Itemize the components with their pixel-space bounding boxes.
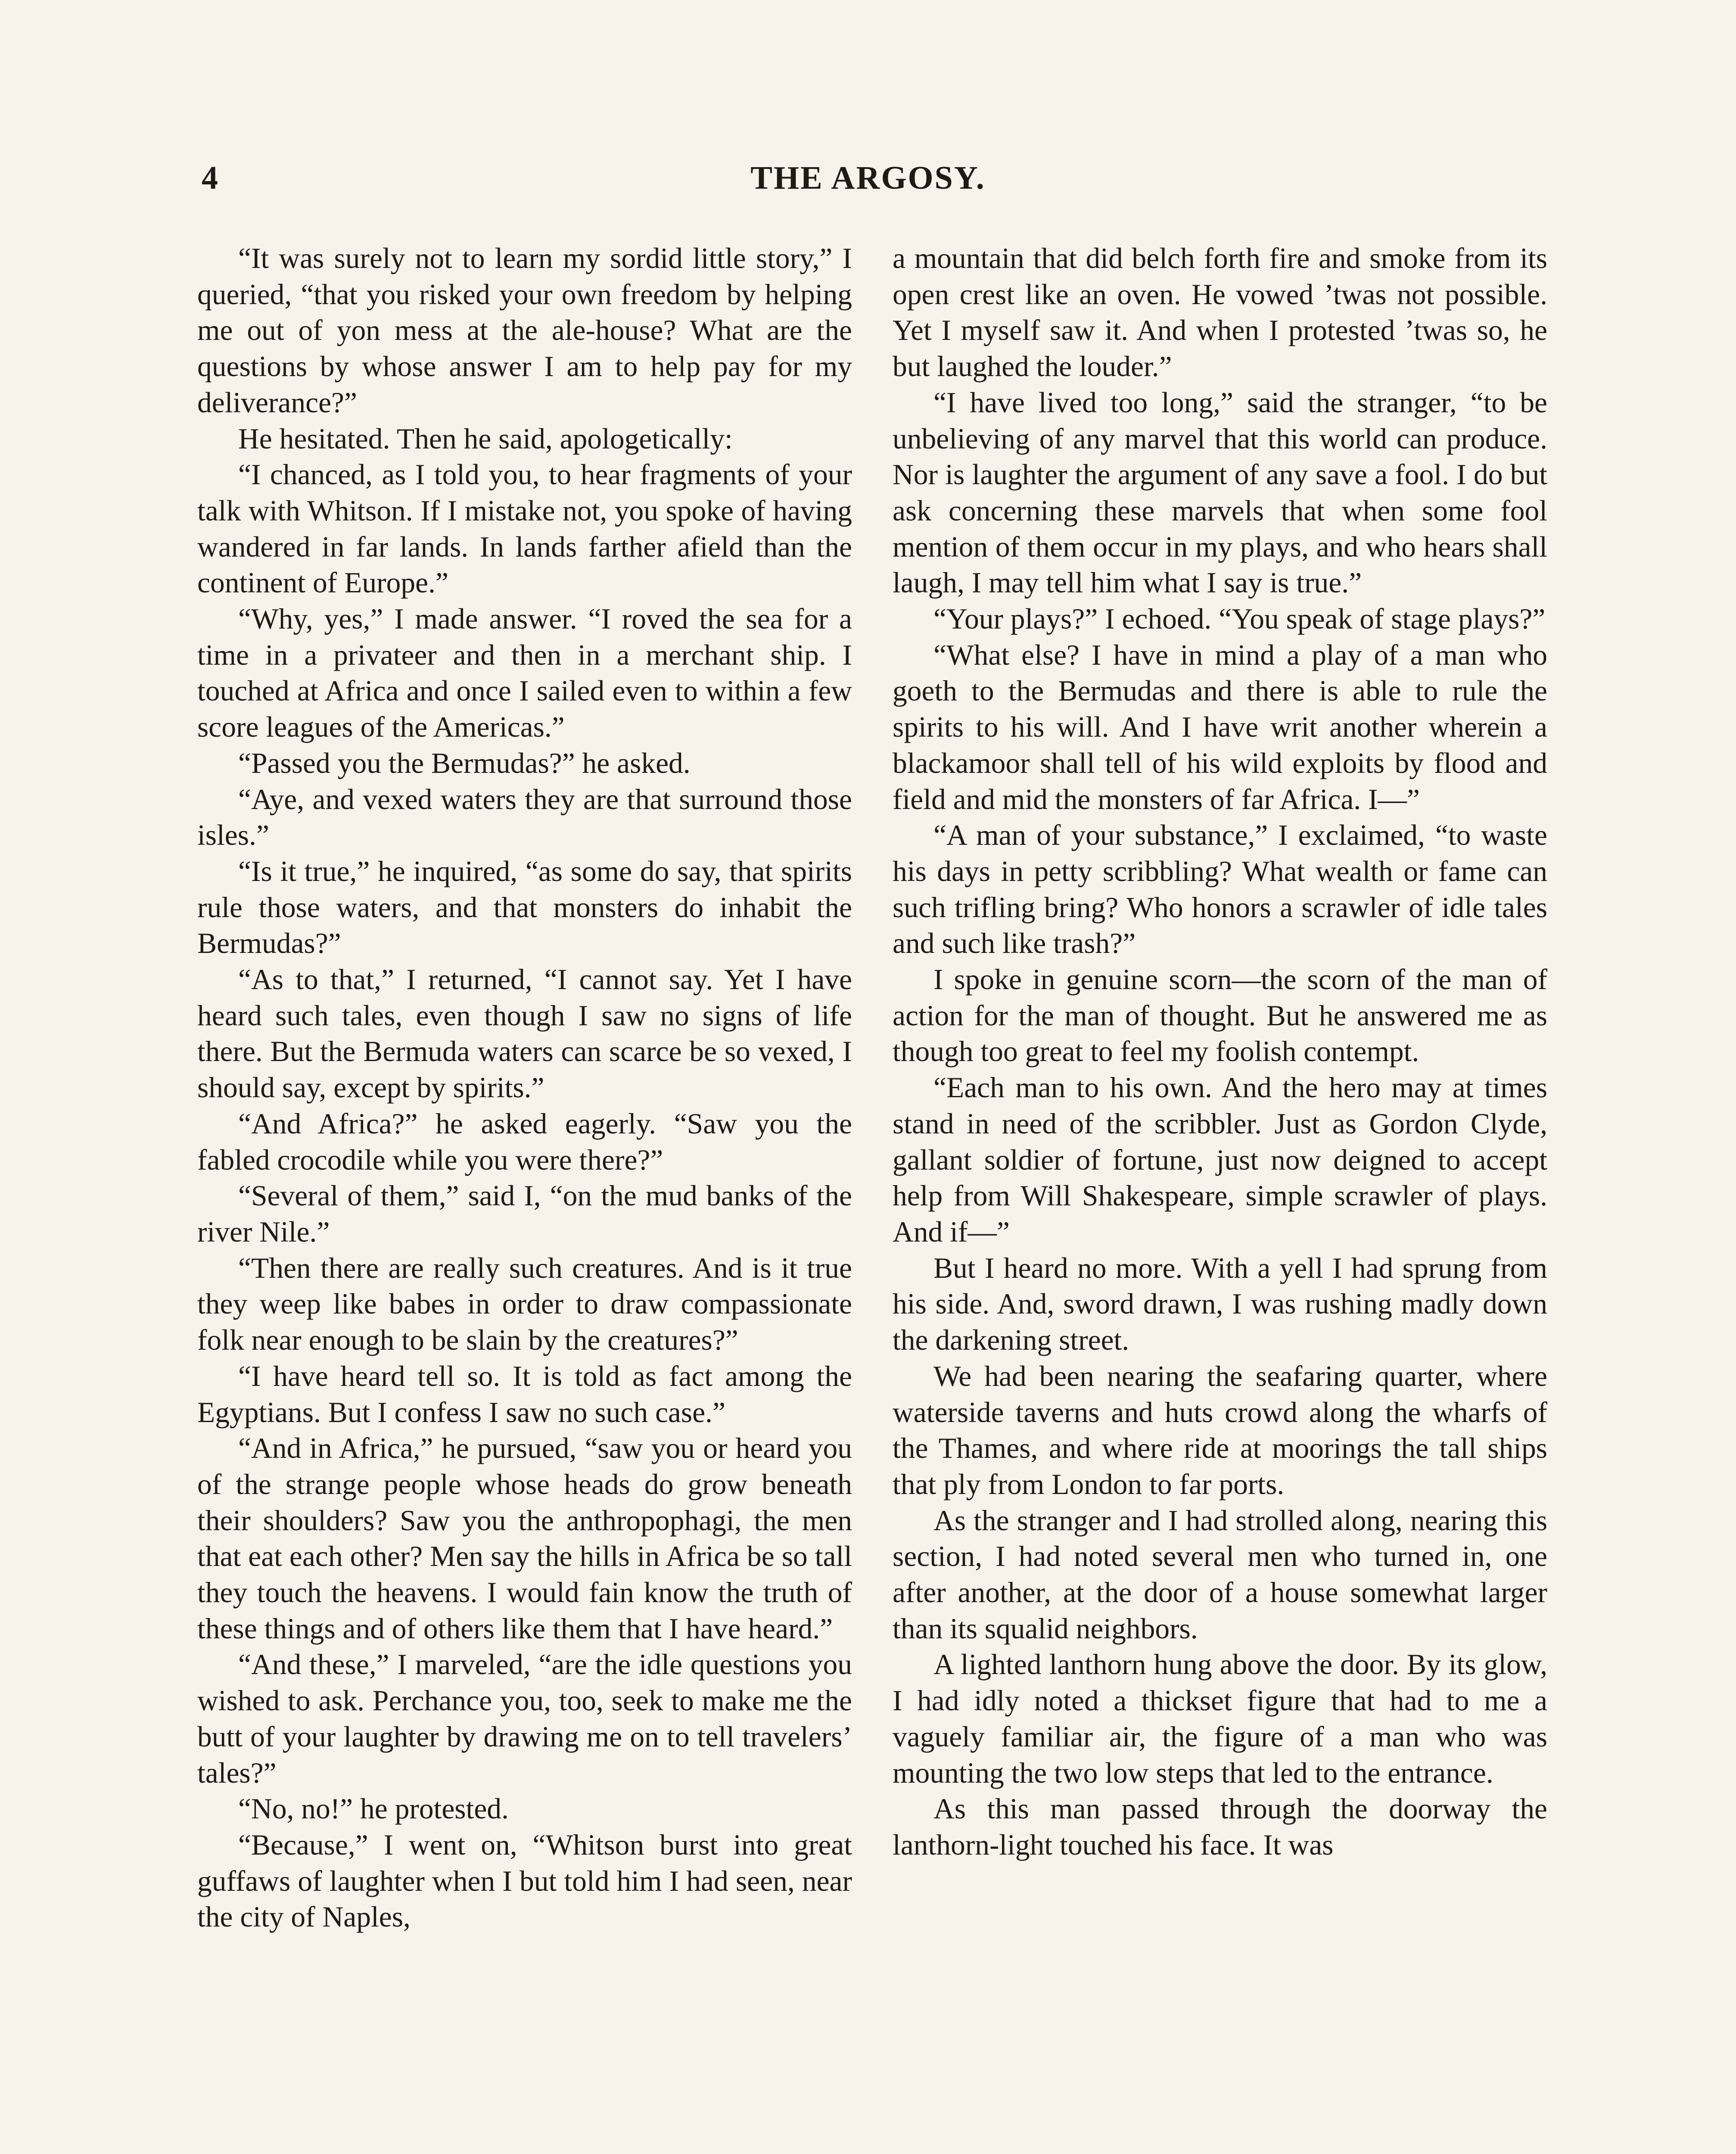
paragraph: “No, no!” he protested. xyxy=(238,1793,509,1825)
paragraph: I spoke in genuine scorn—the scorn of the man of action for the man of thought. But he answered me as though too great to feel my foolish contempt. xyxy=(893,963,1547,1068)
paragraph: “As to that,” I returned, “I cannot say. Yet I have heard such tales, even though I saw no signs of life there. But the Bermuda waters can scarce be so vexed, I should say, except by spirits.” xyxy=(197,963,852,1104)
paragraph: He hesitated. Then he said, apologetically: xyxy=(238,422,733,455)
paragraph: As this man passed through the doorway the lanthorn-light touched his face. It was xyxy=(893,1793,1547,1861)
paragraph-continued: a mountain that did belch forth fire and smoke from its open crest like an oven. He vowed ’twas not possible. Yet I myself saw it. And when I protested ’twas so, he but laughed the louder.” xyxy=(893,242,1547,383)
paragraph: “And Africa?” he asked eagerly. “Saw you the fabled crocodile while you were there?” xyxy=(197,1107,852,1176)
right-column xyxy=(893,240,1547,1863)
paragraph: As the stranger and I had strolled along, nearing this section, I had noted several men who turned in, one after another, at the door of a house somewhat larger than its squalid neighbors. xyxy=(893,1504,1547,1645)
paragraph: “Several of them,” said I, “on the mud banks of the river Nile.” xyxy=(197,1180,852,1248)
paragraph: “Why, yes,” I made answer. “I roved the sea for a time in a privateer and then in a merchant ship. I touched at Africa and once I sailed even to within a few score leagues of the Americas.” xyxy=(197,603,852,744)
paragraph: “Aye, and vexed waters they are that surround those isles.” xyxy=(197,783,852,852)
paragraph: “Then there are really such creatures. And is it true they weep like babes in order to draw compassionate folk near enough to be slain by the creatures?” xyxy=(197,1251,852,1357)
left-column xyxy=(197,240,852,1935)
running-title: THE ARGOSY. xyxy=(750,160,986,196)
paragraph: “Passed you the Bermudas?” he asked. xyxy=(238,747,691,779)
paragraph: “Each man to his own. And the hero may at times stand in need of the scribbler. Just as Gordon Clyde, gallant soldier of fortune, just now deigned to accept help from Will Shakespeare, simple scrawler of plays. And if—” xyxy=(893,1071,1547,1248)
paragraph: “It was surely not to learn my sordid little story,” I queried, “that you risked your own freedom by helping me out of yon mess at the ale-house? What are the questions by whose answer I am to help pay for my deliverance?” xyxy=(197,242,852,419)
paragraph: “And these,” I marveled, “are the idle questions you wished to ask. Perchance you, too, seek to make me the butt of your laughter by drawing me on to tell travelers’ tales?” xyxy=(197,1648,852,1789)
paragraph: But I heard no more. With a yell I had sprung from his side. And, sword drawn, I was rushing madly down the darkening street. xyxy=(893,1251,1547,1357)
paragraph: A lighted lanthorn hung above the door. By its glow, I had idly noted a thickset figure that had to me a vaguely familiar air, the figure of a man who was mounting the two low steps that led to the entrance. xyxy=(893,1648,1547,1789)
paragraph: “I chanced, as I told you, to hear fragments of your talk with Whitson. If I mistake not, you spoke of having wandered in far lands. In lands farther afield than the continent of Europe.” xyxy=(197,458,852,599)
paragraph: “And in Africa,” he pursued, “saw you or heard you of the strange people whose heads do grow beneath their shoulders? Saw you the anthropophagi, the men that eat each other? Men say the hills in Africa be so tall they touch the heavens. I would fain know the truth of these things and of others like them that I have heard.” xyxy=(197,1432,852,1645)
page-number: 4 xyxy=(202,160,218,196)
paragraph: “A man of your substance,” I exclaimed, “to waste his days in petty scribbling? What wealth or fame can such trifling bring? Who honors a scrawler of idle tales and such like trash?” xyxy=(893,819,1547,960)
paragraph: “I have heard tell so. It is told as fact among the Egyptians. But I confess I saw no such case.” xyxy=(197,1360,852,1429)
paragraph: “Is it true,” he inquired, “as some do say, that spirits rule those waters, and that monsters do inhabit the Bermudas?” xyxy=(197,855,852,960)
paragraph: “I have lived too long,” said the stranger, “to be unbelieving of any marvel that this world can produce. Nor is laughter the argument of any save a fool. I do but ask concerning these marvels that when some fool mention of them occur in my plays, and who hears shall laugh, I may tell him what I say is true.” xyxy=(893,386,1547,599)
paragraph: We had been nearing the seafaring quarter, where waterside taverns and huts crowd along the wharfs of the Thames, and where ride at moorings the tall ships that ply from London to far ports. xyxy=(893,1360,1547,1500)
paragraph: “Your plays?” I echoed. “You speak of stage plays?” xyxy=(933,603,1546,635)
paragraph: “Because,” I went on, “Whitson burst into great guffaws of laughter when I but told him I had seen, near the city of Naples, xyxy=(197,1828,852,1933)
paragraph: “What else? I have in mind a play of a man who goeth to the Bermudas and there is able to rule the spirits to his will. And I have writ another wherein a blackamoor shall tell of his wild exploits by flood and field and mid the monsters of far Africa. I—” xyxy=(893,638,1547,816)
